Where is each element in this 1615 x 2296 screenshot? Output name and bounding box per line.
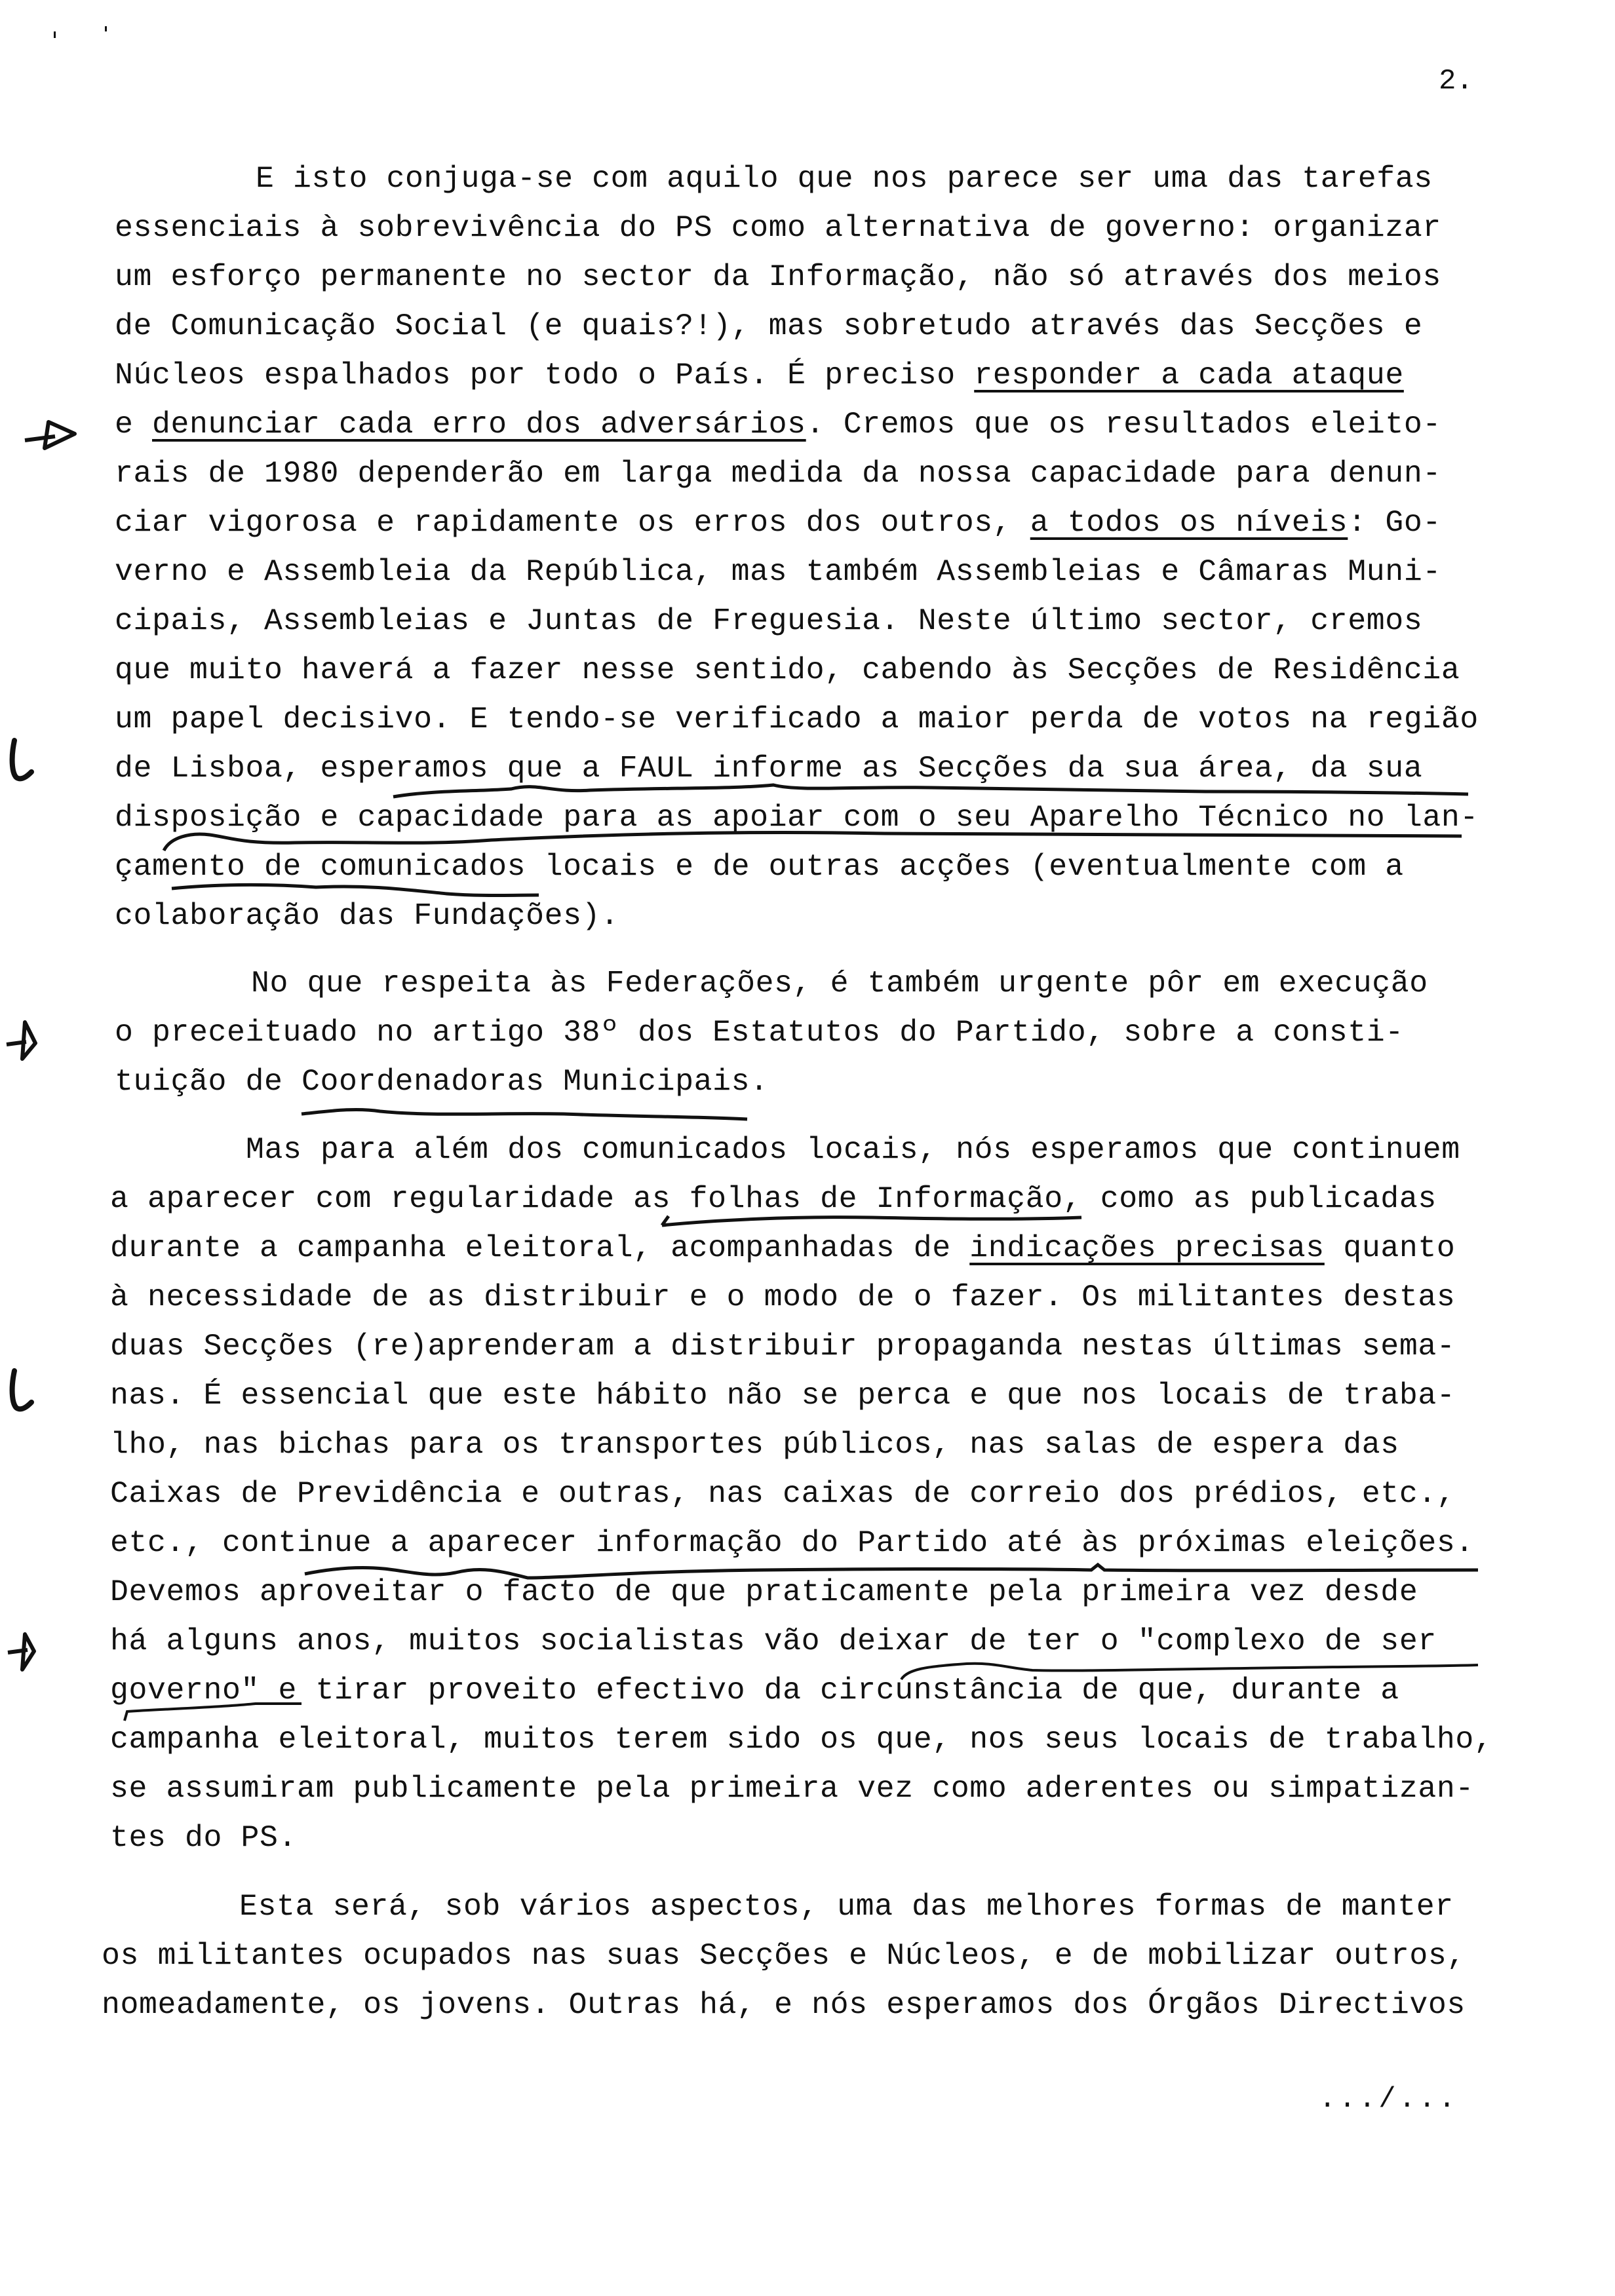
text-line: colaboração das Fundações).	[115, 898, 619, 933]
scan-speck	[105, 26, 107, 31]
continuation-mark: .../...	[1319, 2083, 1458, 2116]
text-line: de Lisboa, esperamos que a FAUL informe as Secções da sua área, da sua	[115, 751, 1423, 786]
text-span: quanto	[1324, 1231, 1456, 1265]
handwritten-wavy-underline	[172, 883, 539, 899]
text-span: ciar vigorosa e rapidamente os erros dos outros,	[115, 505, 1030, 540]
text-line: campanha eleitoral, muitos terem sido os que, nos seus locais de trabalho,	[110, 1722, 1493, 1757]
text-line: Caixas de Previdência e outras, nas caixas de correio dos prédios, etc.,	[110, 1476, 1456, 1511]
underlined-phrase: indicações precisas	[969, 1231, 1325, 1265]
arrow-mark-icon	[5, 1630, 45, 1676]
bracket-mark-icon	[9, 1369, 35, 1415]
text-line	[115, 357, 1404, 394]
text-line: çamento de comunicados locais e de outras acções (eventualmente com a	[115, 849, 1404, 884]
handwritten-wavy-underline	[302, 1107, 747, 1124]
text-line: Devemos aproveitar o facto de que praticamente pela primeira vez desde	[110, 1575, 1418, 1609]
text-line: nomeadamente, os jovens. Outras há, e nós esperamos dos Órgãos Directivos	[102, 1987, 1466, 2022]
text-line: à necessidade de as distribuir e o modo de o fazer. Os militantes destas	[110, 1280, 1456, 1314]
text-line: nas. É essencial que este hábito não se perca e que nos locais de traba-	[110, 1378, 1456, 1413]
text-line: que muito haverá a fazer nesse sentido, cabendo às Secções de Residência	[115, 653, 1460, 687]
text-line	[115, 406, 1441, 443]
underlined-phrase: a todos os níveis	[1030, 505, 1348, 540]
text-line: governo" e tirar proveito efectivo da circunstância de que, durante a	[110, 1673, 1399, 1708]
text-line: disposição e capacidade para as apoiar com o seu Aparelho Técnico no lan-	[115, 800, 1479, 835]
text-line: Esta será, sob vários aspectos, uma das melhores formas de manter	[239, 1889, 1454, 1924]
text-line: essenciais à sobrevivência do PS como alternativa de governo: organizar	[115, 210, 1441, 245]
text-line: tes do PS.	[110, 1820, 298, 1855]
text-span: : Go-	[1348, 505, 1441, 540]
text-span: e	[115, 407, 153, 442]
handwritten-wavy-underline	[662, 1216, 1081, 1229]
arrow-mark-icon	[22, 419, 81, 459]
text-line: se assumiram publicamente pela primeira vez como aderentes ou simpatizan-	[110, 1771, 1474, 1806]
underlined-phrase: responder a cada ataque	[974, 358, 1404, 392]
underlined-phrase: denunciar cada erro dos adversários	[152, 407, 806, 442]
text-line: um papel decisivo. E tendo-se verificado a maior perda de votos na região	[115, 702, 1479, 737]
text-line: No que respeita às Federações, é também urgente pôr em execução	[251, 966, 1428, 1001]
text-line: rais de 1980 dependerão em larga medida da nossa capacidade para denun-	[115, 456, 1441, 491]
text-line: de Comunicação Social (e quais?!), mas sobretudo através das Secções e	[115, 309, 1423, 343]
bracket-mark-icon	[9, 739, 35, 785]
text-span: Núcleos espalhados por todo o País. É preciso	[115, 358, 975, 392]
text-line: o preceituado no artigo 38º dos Estatutos do Partido, sobre a consti-	[115, 1015, 1404, 1050]
text-line	[115, 505, 1441, 541]
text-line: verno e Assembleia da República, mas também Assembleias e Câmaras Muni-	[115, 554, 1441, 589]
text-line: Mas para além dos comunicados locais, nós esperamos que continuem	[246, 1132, 1460, 1167]
text-span: durante a campanha eleitoral, acompanhadas de	[110, 1231, 970, 1265]
text-line: tuição de Coordenadoras Municipais.	[115, 1064, 769, 1099]
text-line: um esforço permanente no sector da Informação, não só através dos meios	[115, 259, 1441, 294]
text-line: os militantes ocupados nas suas Secções e Núcleos, e de mobilizar outros,	[102, 1938, 1466, 1973]
arrow-mark-icon	[4, 1020, 43, 1065]
text-line: há alguns anos, muitos socialistas vão deixar de ter o "complexo de ser	[110, 1624, 1437, 1658]
scan-speck	[54, 31, 56, 38]
text-span: . Cremos que os resultados eleito-	[806, 407, 1441, 442]
text-line: duas Secções (re)aprenderam a distribuir propaganda nestas últimas sema-	[110, 1329, 1456, 1364]
text-line	[110, 1230, 1455, 1267]
text-line: E isto conjuga-se com aquilo que nos parece ser uma das tarefas	[256, 161, 1433, 196]
text-line: cipais, Assembleias e Juntas de Freguesia. Neste último sector, cremos	[115, 603, 1423, 638]
text-line: etc., continue a aparecer informação do Partido até às próximas eleições.	[110, 1525, 1474, 1560]
page-number: 2.	[1439, 65, 1473, 98]
text-line: a aparecer com regularidade as folhas de Informação, como as publicadas	[110, 1181, 1437, 1216]
text-line: lho, nas bichas para os transportes públicos, nas salas de espera das	[110, 1427, 1399, 1462]
